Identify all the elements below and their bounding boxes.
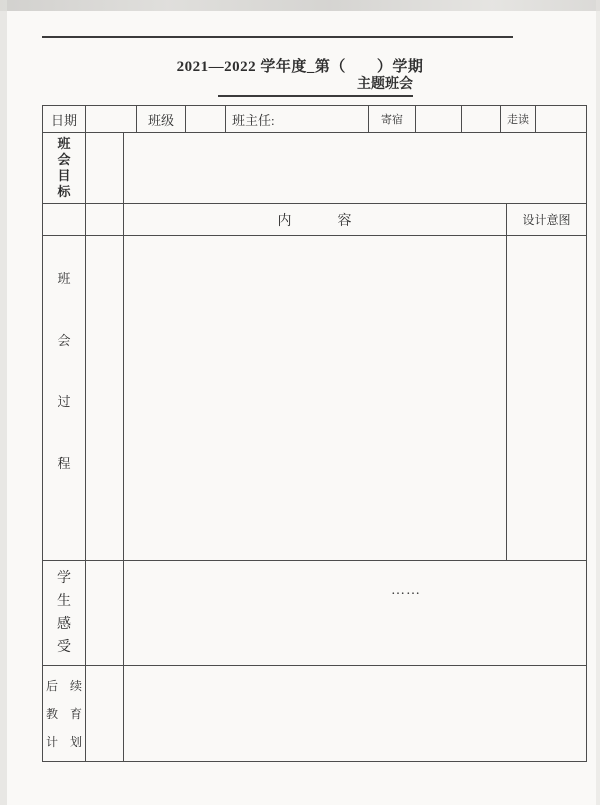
followup-line-1: 后 续 xyxy=(45,679,82,693)
day-student-value-cell xyxy=(536,106,586,133)
feeling-content-cell xyxy=(124,561,586,666)
content-header-left-cell xyxy=(43,204,86,236)
scan-noise-top xyxy=(0,0,600,11)
scan-noise-right xyxy=(596,0,600,805)
followup-content-cell xyxy=(124,666,586,761)
feeling-label-text: 学生感受 xyxy=(57,571,71,655)
date-label-cell: 日期 xyxy=(43,106,86,133)
followup-line-2: 教 育 xyxy=(45,707,82,721)
process-content-cell xyxy=(124,236,507,561)
process-char-3: 过 xyxy=(57,394,71,410)
header-rule xyxy=(42,36,513,38)
goal-spacer-cell xyxy=(86,133,124,204)
feeling-label-cell xyxy=(43,561,86,666)
design-intent-content-cell xyxy=(507,236,586,561)
teacher-label-cell: 班主任: xyxy=(226,106,369,133)
subtitle-underline xyxy=(218,74,413,97)
goal-label-cell xyxy=(43,133,86,204)
boarding-label-cell: 寄宿 xyxy=(369,106,416,133)
class-meeting-form-table xyxy=(42,105,587,762)
design-intent-header-cell: 设计意图 xyxy=(507,204,586,236)
goal-content-cell xyxy=(124,133,586,204)
subtitle-label: 主题班会 xyxy=(357,77,413,92)
process-spacer-cell xyxy=(86,236,124,561)
date-value-cell xyxy=(86,106,137,133)
process-label-cell xyxy=(43,236,86,561)
content-header-cell: 内 容 xyxy=(124,204,507,236)
scan-noise-left xyxy=(0,0,7,805)
followup-label-cell xyxy=(43,666,86,761)
feeling-spacer-cell xyxy=(86,561,124,666)
boarding-value-cell xyxy=(416,106,462,133)
class-label-cell: 班级 xyxy=(137,106,186,133)
day-student-label-cell: 走读 xyxy=(501,106,536,133)
followup-line-3: 计 划 xyxy=(45,735,82,749)
boarding-extra-cell xyxy=(462,106,501,133)
content-header-spacer-cell xyxy=(86,204,124,236)
process-char-2: 会 xyxy=(57,332,71,348)
goal-label-text: 班会目标 xyxy=(57,136,71,199)
class-value-cell xyxy=(186,106,226,133)
process-char-1: 班 xyxy=(57,271,71,286)
document-title: 2021—2022 学年度_第（ ）学期 xyxy=(176,59,424,75)
process-char-4: 程 xyxy=(57,455,71,471)
followup-spacer-cell xyxy=(86,666,124,761)
feeling-ellipsis: …… xyxy=(391,583,421,598)
